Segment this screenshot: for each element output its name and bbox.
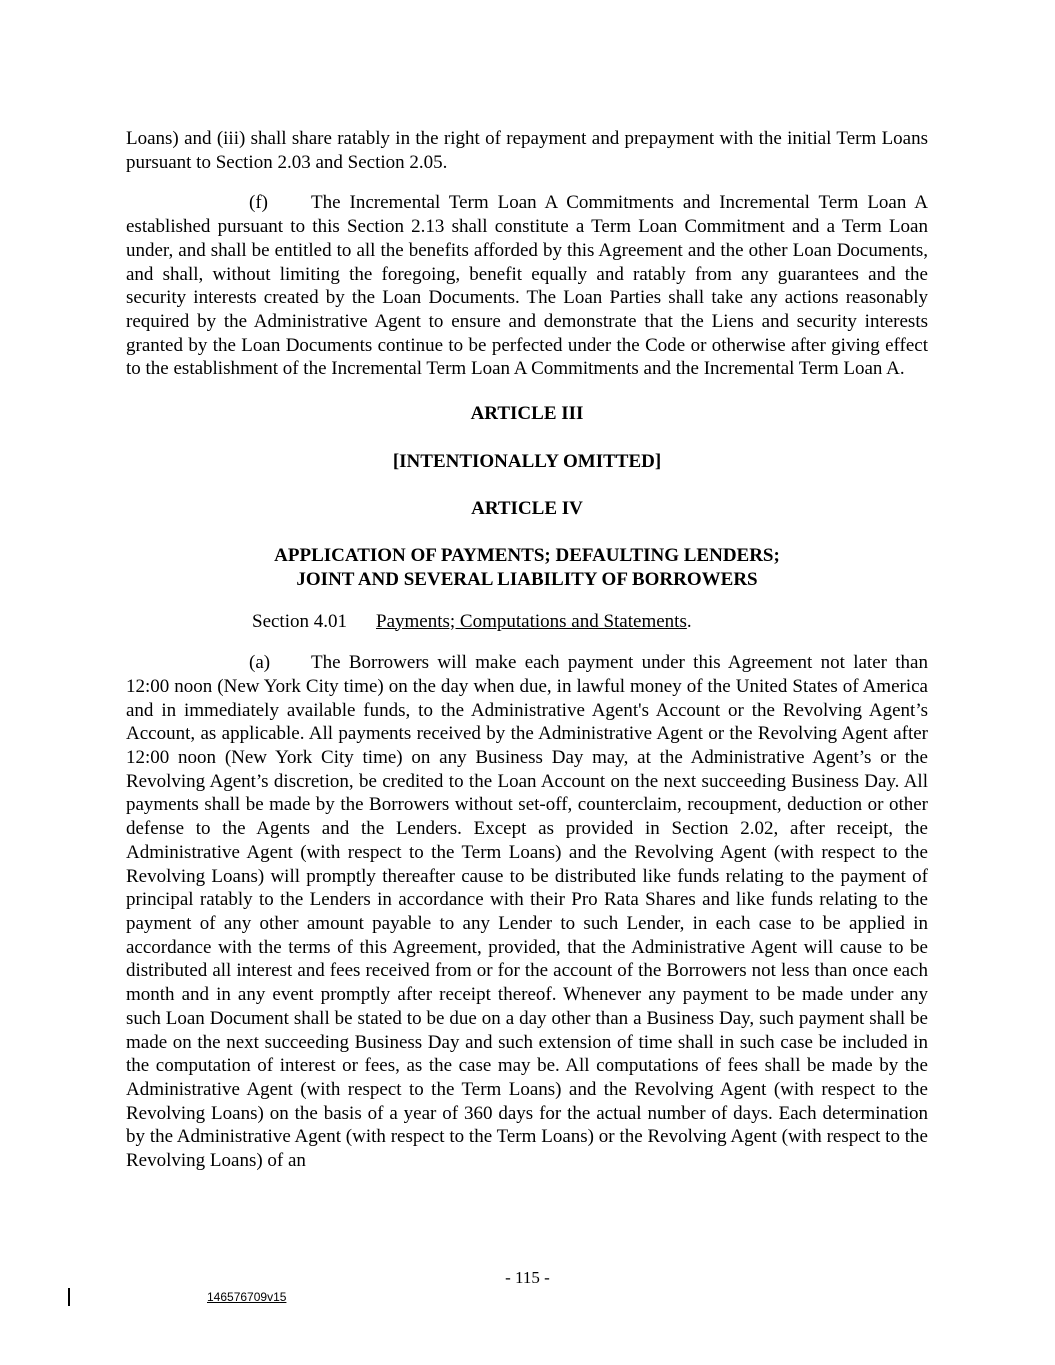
paragraph-a-label: (a) xyxy=(249,652,271,674)
paragraph-f-label: (f) xyxy=(249,192,268,214)
article-3-heading: ARTICLE III xyxy=(470,403,584,425)
paragraph-f-text: The Incremental Term Loan A Commitments and Incremental Term Loan A established pursuant to this Section 2.13 shall constitute a Term Loan Commitment and a Term Loan under, and shall be entitled to all the benefits afforded by this Agreement and the other Loan Documents, and shall, without limiting the foregoing, benefit equally and ratably from any guarantees and the security interests created by the Loan Documents. The Loan Parties shall take any actions reasonably required by the Administrative Agent to ensure and demonstrate that the Liens and security interests granted by the Loan Documents continue to be perfected under the Code or otherwise after giving effect to the establishment of the Incremental Term Loan A Commitments and the Incremental Term Loan A. xyxy=(126,192,928,380)
continuation-paragraph: Loans) and (iii) shall share ratably in the right of repayment and prepayment with the initial Term Loans pursuant to Section 2.03 and Section 2.05. xyxy=(126,128,928,173)
article-4-title-line-1: APPLICATION OF PAYMENTS; DEFAULTING LENDERS; xyxy=(274,545,780,567)
article-3-subheading: [INTENTIONALLY OMITTED] xyxy=(392,450,662,472)
section-number: Section 4.01 xyxy=(252,610,347,632)
section-4-01-heading xyxy=(126,610,928,634)
section-title-suffix: . xyxy=(686,610,692,632)
revision-bar xyxy=(68,1288,70,1306)
paragraph-a xyxy=(126,651,928,1172)
paragraph-f xyxy=(126,191,928,381)
article-4-heading: ARTICLE IV xyxy=(471,498,583,520)
paragraph-a-text: The Borrowers will make each payment under this Agreement not later than 12:00 noon (New York City time) on the day when due, in lawful money of the United States of America and in immediately available funds, to the Administrative Agent's Account or the Revolving Agent’s Account, as applicable. All payments received by the Administrative Agent or the Revolving Agent after 12:00 noon (New York City time) on any Business Day may, at the Administrative Agent’s or the Revolving Agent’s discretion, be credited to the Loan Account on the next succeeding Business Day. All payments shall be made by the Borrowers without set-off, counterclaim, recoupment, deduction or other defense to the Agents and the Lenders. Except as provided in Section 2.02, after receipt, the Administrative Agent (with respect to the Term Loans) and the Revolving Agent (with respect to the Revolving Loans) will promptly thereafter cause to be distributed like funds relating to the payment of principal ratably to the Lenders in accordance with their Pro Rata Shares and like funds relating to the payment of any other amount payable to any Lender to such Lender, in each case to be applied in accordance with the terms of this Agreement, provided, that the Administrative Agent will cause to be distributed all interest and fees received from or for the account of the Borrowers not less than once each month and in any event promptly after receipt thereof. Whenever any payment to be made under any such Loan Document shall be stated to be due on a day other than a Business Day, such payment shall be made on the next succeeding Business Day and such extension of time shall in such case be included in the computation of interest or fees, as the case may be. All computations of fees shall be made by the Administrative Agent (with respect to the Term Loans) and the Revolving Agent (with respect to the Revolving Loans) on the basis of a year of 360 days for the actual number of days. Each determination by the Administrative Agent (with respect to the Term Loans) or the Revolving Agent (with respect to the Revolving Loans) of an xyxy=(126,652,928,1172)
article-4-title-line-2: JOINT AND SEVERAL LIABILITY OF BORROWERS xyxy=(296,568,758,590)
article-4-title xyxy=(126,544,928,591)
document-body xyxy=(126,127,928,1173)
page-number: - 115 - xyxy=(505,1268,550,1287)
document-id: 146576709v15 xyxy=(207,1290,287,1304)
section-title: Payments; Computations and Statements xyxy=(376,610,687,632)
